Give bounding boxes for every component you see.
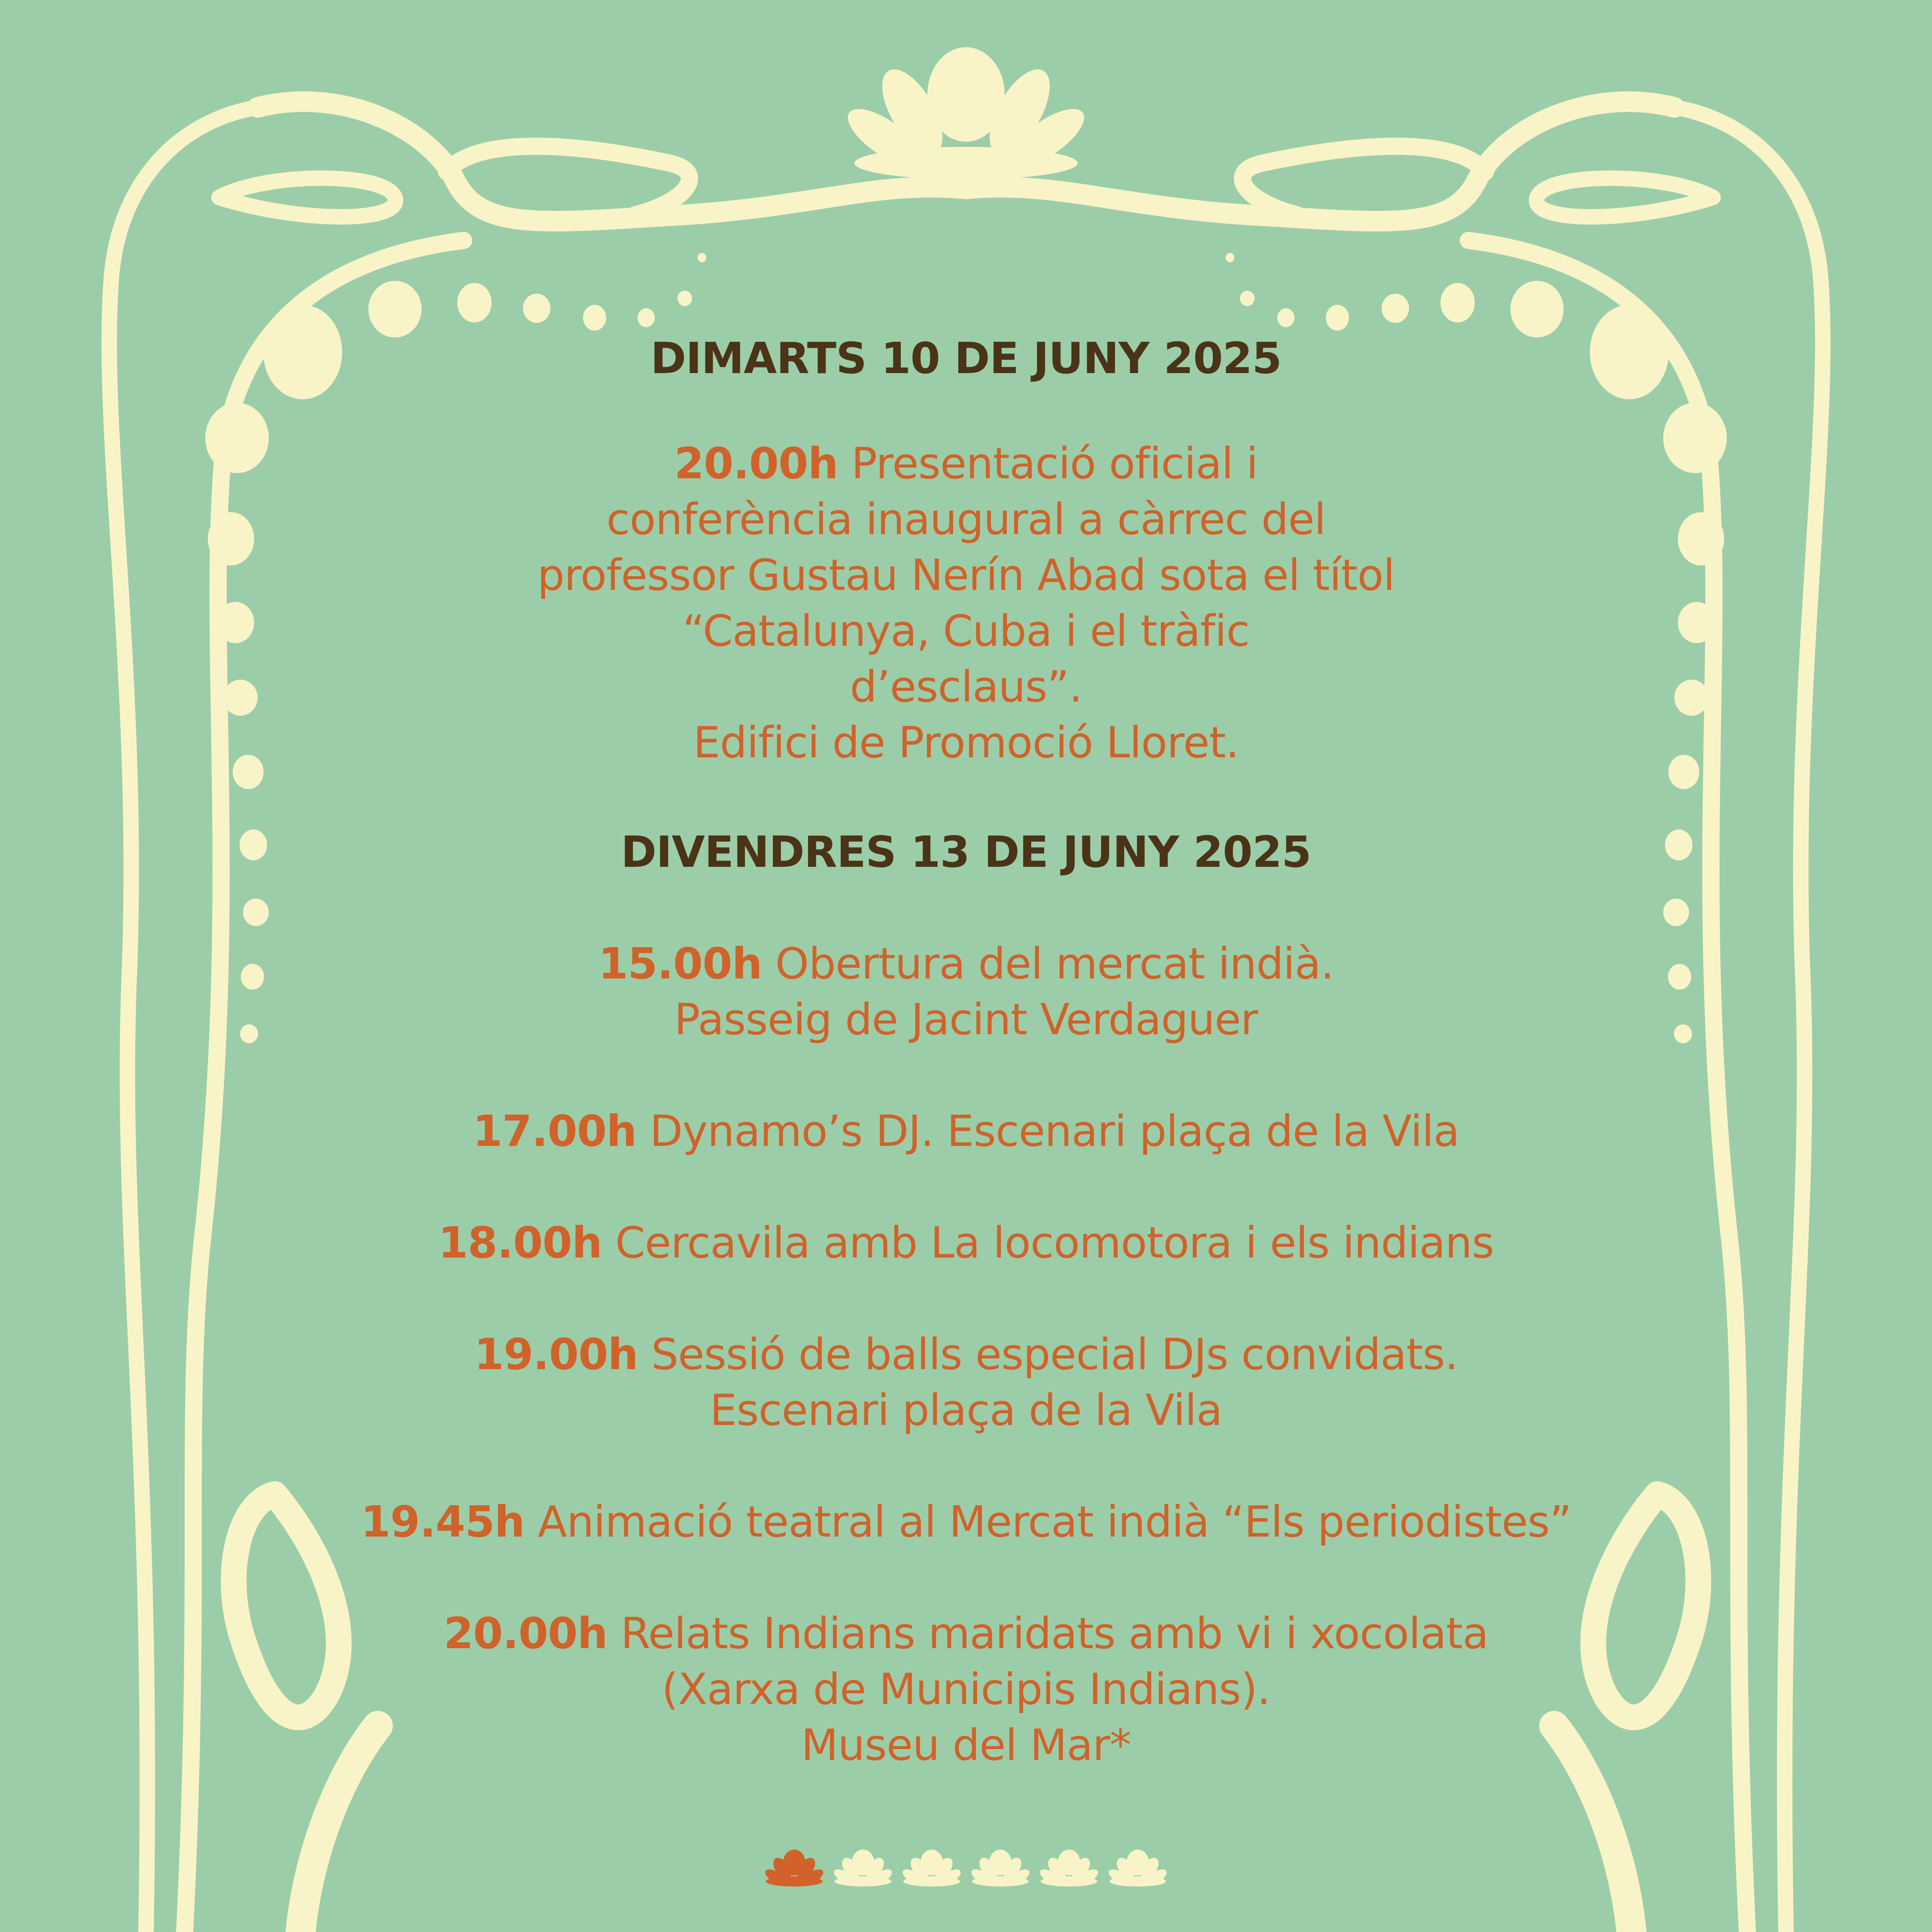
event-line: conferència inaugural a càrrec del <box>606 494 1326 544</box>
event-line: 15.00h Obertura del mercat indià. <box>598 939 1334 989</box>
event-parade <box>0 1215 1932 1271</box>
event-line: Museu del Mar* <box>801 1720 1131 1770</box>
event-dj <box>0 1103 1932 1159</box>
event-stories-wine-chocolate <box>0 1606 1932 1773</box>
event-time: 20.00h <box>674 438 838 489</box>
event-line: professor Gustau Nerín Abad sota el títol <box>537 550 1395 600</box>
event-line: 19.00h Sessió de balls especial DJs convidats. <box>474 1329 1458 1379</box>
event-time: 15.00h <box>598 939 762 989</box>
event-line: 18.00h Cercavila amb La locomotora i els indians <box>438 1218 1494 1268</box>
event-line: Passeig de Jacint Verdaguer <box>674 994 1258 1045</box>
event-dance-session <box>0 1327 1932 1438</box>
event-market-opening <box>0 936 1932 1048</box>
event-time: 17.00h <box>473 1106 637 1156</box>
event-time: 19.45h <box>361 1497 525 1547</box>
page-dot-4-shell-icon[interactable] <box>970 1846 1030 1889</box>
event-line: 20.00h Presentació oficial i <box>674 438 1258 489</box>
event-line: d’esclaus”. <box>850 662 1082 712</box>
event-line: 20.00h Relats Indians maridats amb vi i xocolata <box>444 1608 1488 1659</box>
event-line: (Xarxa de Municipis Indians). <box>662 1664 1270 1714</box>
event-theatre <box>0 1494 1932 1550</box>
event-time: 18.00h <box>438 1218 602 1268</box>
page-dot-1-shell-icon[interactable] <box>764 1846 824 1889</box>
event-line: Edifici de Promoció Lloret. <box>693 717 1239 768</box>
page-dot-5-shell-icon[interactable] <box>1039 1846 1099 1889</box>
page-dot-6-shell-icon[interactable] <box>1108 1846 1168 1889</box>
event-line: 17.00h Dynamo’s DJ. Escenari plaça de la Vila <box>473 1106 1459 1156</box>
day-title-tuesday: DIMARTS 10 DE JUNY 2025 <box>650 333 1282 383</box>
event-time: 20.00h <box>444 1608 608 1659</box>
page-dot-3-shell-icon[interactable] <box>902 1846 962 1889</box>
event-line: Escenari plaça de la Vila <box>710 1385 1222 1435</box>
page-indicator <box>0 1846 1932 1889</box>
page-dot-2-shell-icon[interactable] <box>833 1846 893 1889</box>
event-presentation <box>0 436 1932 771</box>
event-line: “Catalunya, Cuba i el tràfic <box>682 606 1250 656</box>
day-title-friday: DIVENDRES 13 DE JUNY 2025 <box>621 827 1311 877</box>
event-time: 19.00h <box>474 1329 638 1379</box>
event-line: 19.45h Animació teatral al Mercat indià “Els periodistes” <box>361 1497 1571 1547</box>
